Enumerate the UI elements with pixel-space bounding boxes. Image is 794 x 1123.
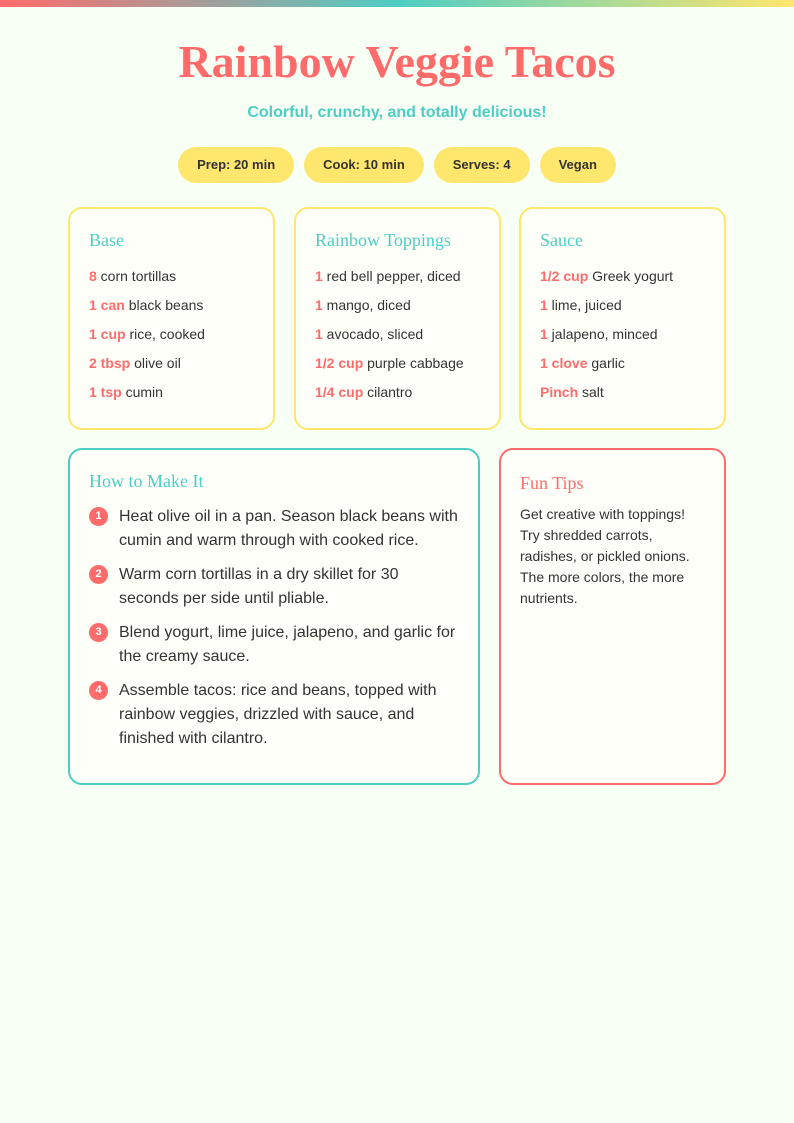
- toppings-ingredients-card: [294, 207, 501, 430]
- tips-text: Get creative with toppings! Try shredded carrots, radishes, or pickled onions. The more colors, the more nutrients.: [520, 506, 690, 606]
- tips-heading: Fun Tips: [520, 473, 584, 493]
- ingredient-qty: 1: [315, 297, 323, 313]
- ingredient-name: jalapeno, minced: [547, 326, 658, 342]
- ingredient-name: cumin: [121, 384, 163, 400]
- step-number-badge: 4: [89, 681, 108, 700]
- instructions-heading: How to Make It: [89, 471, 204, 491]
- page-subtitle: Colorful, crunchy, and totally delicious!: [247, 104, 547, 121]
- ingredient-item: [315, 325, 480, 343]
- ingredient-qty: 1 cup: [89, 326, 126, 342]
- ingredient-list: [89, 267, 254, 401]
- ingredient-qty: 1 tsp: [89, 384, 122, 400]
- sauce-ingredients-card: [519, 207, 726, 430]
- ingredient-item: [540, 354, 705, 372]
- step-item: [89, 621, 459, 669]
- ingredient-qty: 1 can: [89, 297, 125, 313]
- ingredient-qty: 1 clove: [540, 355, 588, 371]
- ingredient-item: [89, 354, 254, 372]
- ingredient-qty: 1/2 cup: [540, 268, 589, 284]
- ingredient-qty: 1: [540, 297, 548, 313]
- ingredient-qty: 1: [315, 326, 323, 342]
- ingredient-item: [89, 267, 254, 285]
- ingredient-list: [540, 267, 705, 401]
- ingredient-qty: 8: [89, 268, 97, 284]
- ingredient-name: red bell pepper, diced: [322, 268, 461, 284]
- ingredient-item: [315, 354, 480, 372]
- base-ingredients-card: [68, 207, 275, 430]
- ingredient-item: [540, 267, 705, 285]
- ingredient-name: rice, cooked: [125, 326, 205, 342]
- ingredient-item: [89, 296, 254, 314]
- ingredient-name: corn tortillas: [96, 268, 177, 284]
- ingredient-name: olive oil: [130, 355, 181, 371]
- diet-badge: Vegan: [540, 147, 616, 183]
- step-number-badge: 2: [89, 565, 108, 584]
- ingredient-item: [315, 267, 480, 285]
- ingredient-qty: 1: [540, 326, 548, 342]
- step-number-badge: 3: [89, 623, 108, 642]
- ingredient-list: [315, 267, 480, 401]
- ingredient-item: [540, 383, 705, 401]
- servings-badge: Serves: 4: [434, 147, 530, 183]
- ingredient-item: [540, 325, 705, 343]
- step-item: [89, 505, 459, 553]
- ingredient-name: salt: [578, 384, 604, 400]
- steps-list: [89, 505, 459, 751]
- section-heading: Sauce: [540, 230, 583, 250]
- section-heading: Base: [89, 230, 124, 250]
- page-title: Rainbow Veggie Tacos: [178, 36, 616, 87]
- ingredient-item: [315, 296, 480, 314]
- ingredient-name: garlic: [587, 355, 625, 371]
- section-heading: Rainbow Toppings: [315, 230, 451, 250]
- ingredient-qty: 1/4 cup: [315, 384, 364, 400]
- step-text: Assemble tacos: rice and beans, topped with rainbow veggies, drizzled with sauce, and finished with cilantro.: [119, 682, 437, 747]
- ingredient-qty: 1: [315, 268, 323, 284]
- step-item: [89, 563, 459, 611]
- cook-time-badge: Cook: 10 min: [304, 147, 424, 183]
- instructions-card: [68, 448, 480, 785]
- ingredient-name: lime, juiced: [547, 297, 622, 313]
- ingredient-qty: Pinch: [540, 384, 579, 400]
- ingredient-item: [89, 325, 254, 343]
- recipe-badges: [0, 147, 794, 183]
- ingredient-item: [89, 383, 254, 401]
- ingredient-name: black beans: [124, 297, 204, 313]
- ingredient-qty: 1/2 cup: [315, 355, 364, 371]
- ingredient-name: avocado, sliced: [322, 326, 424, 342]
- ingredient-item: [540, 296, 705, 314]
- prep-time-badge: Prep: 20 min: [178, 147, 294, 183]
- rainbow-top-bar: [0, 0, 794, 7]
- ingredient-name: Greek yogurt: [588, 268, 674, 284]
- ingredient-name: cilantro: [363, 384, 413, 400]
- ingredient-qty: 2 tbsp: [89, 355, 131, 371]
- step-text: Blend yogurt, lime juice, jalapeno, and garlic for the creamy sauce.: [119, 624, 456, 665]
- step-text: Heat olive oil in a pan. Season black beans with cumin and warm through with cooked rice.: [119, 508, 458, 549]
- ingredient-name: mango, diced: [322, 297, 411, 313]
- step-item: [89, 679, 459, 751]
- step-number-badge: 1: [89, 507, 108, 526]
- step-text: Warm corn tortillas in a dry skillet for 30 seconds per side until pliable.: [119, 566, 399, 607]
- ingredient-name: purple cabbage: [363, 355, 464, 371]
- ingredient-item: [315, 383, 480, 401]
- fun-tips-card: [499, 448, 726, 785]
